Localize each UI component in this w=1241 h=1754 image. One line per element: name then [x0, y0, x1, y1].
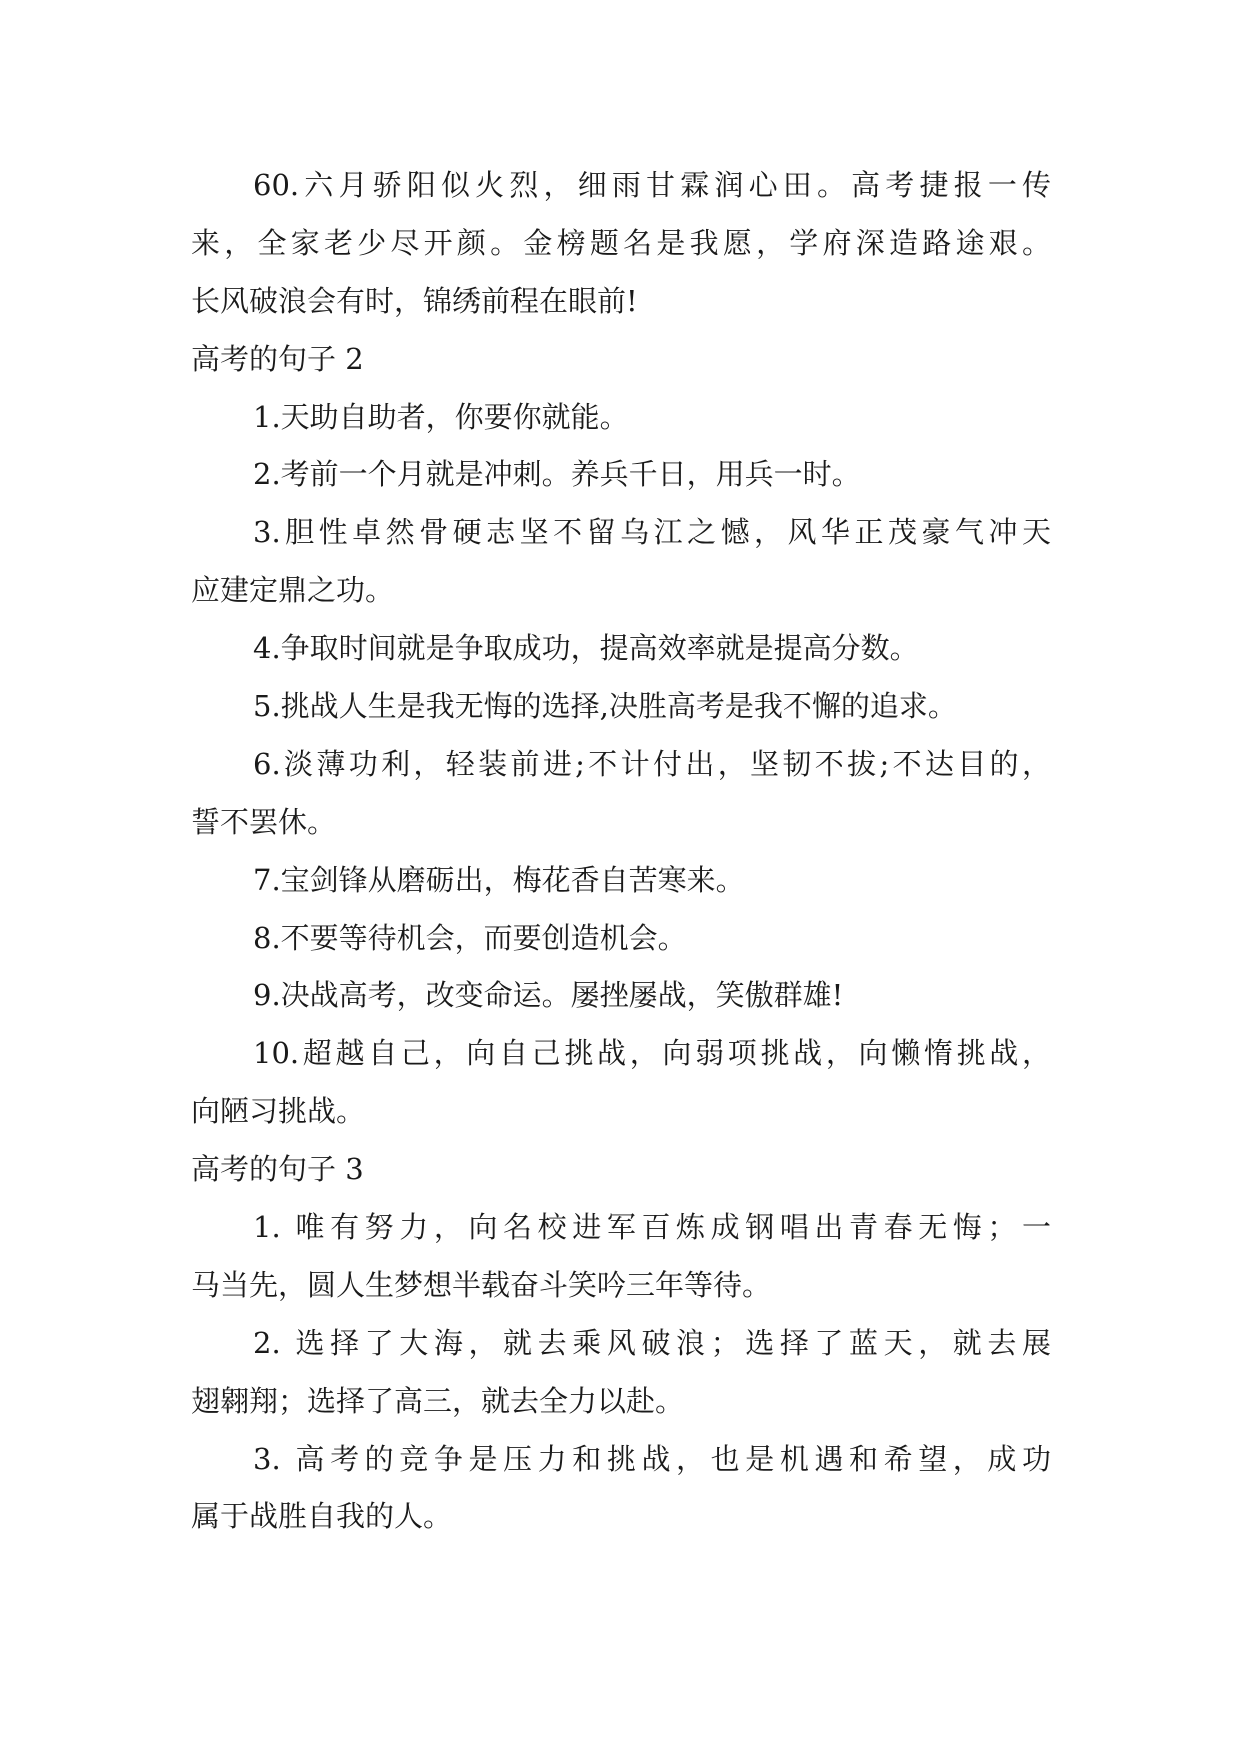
list-item: 2. 选择了大海，就去乘风破浪；选择了蓝天，就去展: [253, 1325, 1051, 1360]
list-item-continuation: 属于战胜自我的人。: [191, 1499, 453, 1534]
list-item-continuation: 翅翱翔；选择了高三，就去全力以赴。: [191, 1383, 685, 1418]
document-body: [191, 157, 1051, 1546]
list-item-continuation: 誓不罢休。: [191, 804, 337, 839]
paragraph-continuation: 长风破浪会有时，锦绣前程在眼前!: [191, 283, 638, 318]
list-item: 2.考前一个月就是冲刺。养兵千日，用兵一时。: [253, 457, 861, 492]
section-heading: 高考的句子 3: [191, 1152, 364, 1187]
paragraph: 60.六月骄阳似火烈，细雨甘霖润心田。高考捷报一传: [253, 168, 1051, 202]
list-item: 3.胆性卓然骨硬志坚不留乌江之憾，风华正茂豪气冲天: [253, 515, 1051, 550]
list-item: 1. 唯有努力，向名校进军百炼成钢唱出青春无悔；一: [253, 1210, 1051, 1245]
list-item: 1.天助自助者，你要你就能。: [253, 399, 629, 434]
list-item: 10.超越自己，向自己挑战，向弱项挑战，向懒惰挑战，: [253, 1036, 1051, 1071]
paragraph-continuation: 来，全家老少尽开颜。金榜题名是我愿，学府深造路途艰。: [191, 225, 1051, 260]
list-item: 6.淡薄功利，轻装前进;不计付出，坚韧不拔;不达目的，: [253, 746, 1051, 781]
list-item-continuation: 马当先，圆人生梦想半载奋斗笑吟三年等待。: [191, 1267, 772, 1302]
list-item: 4.争取时间就是争取成功，提高效率就是提高分数。: [253, 631, 919, 666]
list-item: 9.决战高考，改变命运。屡挫屡战，笑傲群雄!: [253, 978, 844, 1013]
list-item: 3. 高考的竞争是压力和挑战，也是机遇和希望，成功: [253, 1441, 1051, 1476]
list-item: 8.不要等待机会，而要创造机会。: [253, 920, 687, 955]
list-item-continuation: 向陋习挑战。: [191, 1094, 366, 1129]
list-item: 5.挑战人生是我无悔的选择,决胜高考是我不懈的追求。: [253, 689, 957, 724]
list-item: 7.宝剑锋从磨砺出，梅花香自苦寒来。: [253, 862, 745, 897]
section-heading: 高考的句子 2: [191, 341, 364, 376]
list-item-continuation: 应建定鼎之功。: [191, 573, 395, 608]
